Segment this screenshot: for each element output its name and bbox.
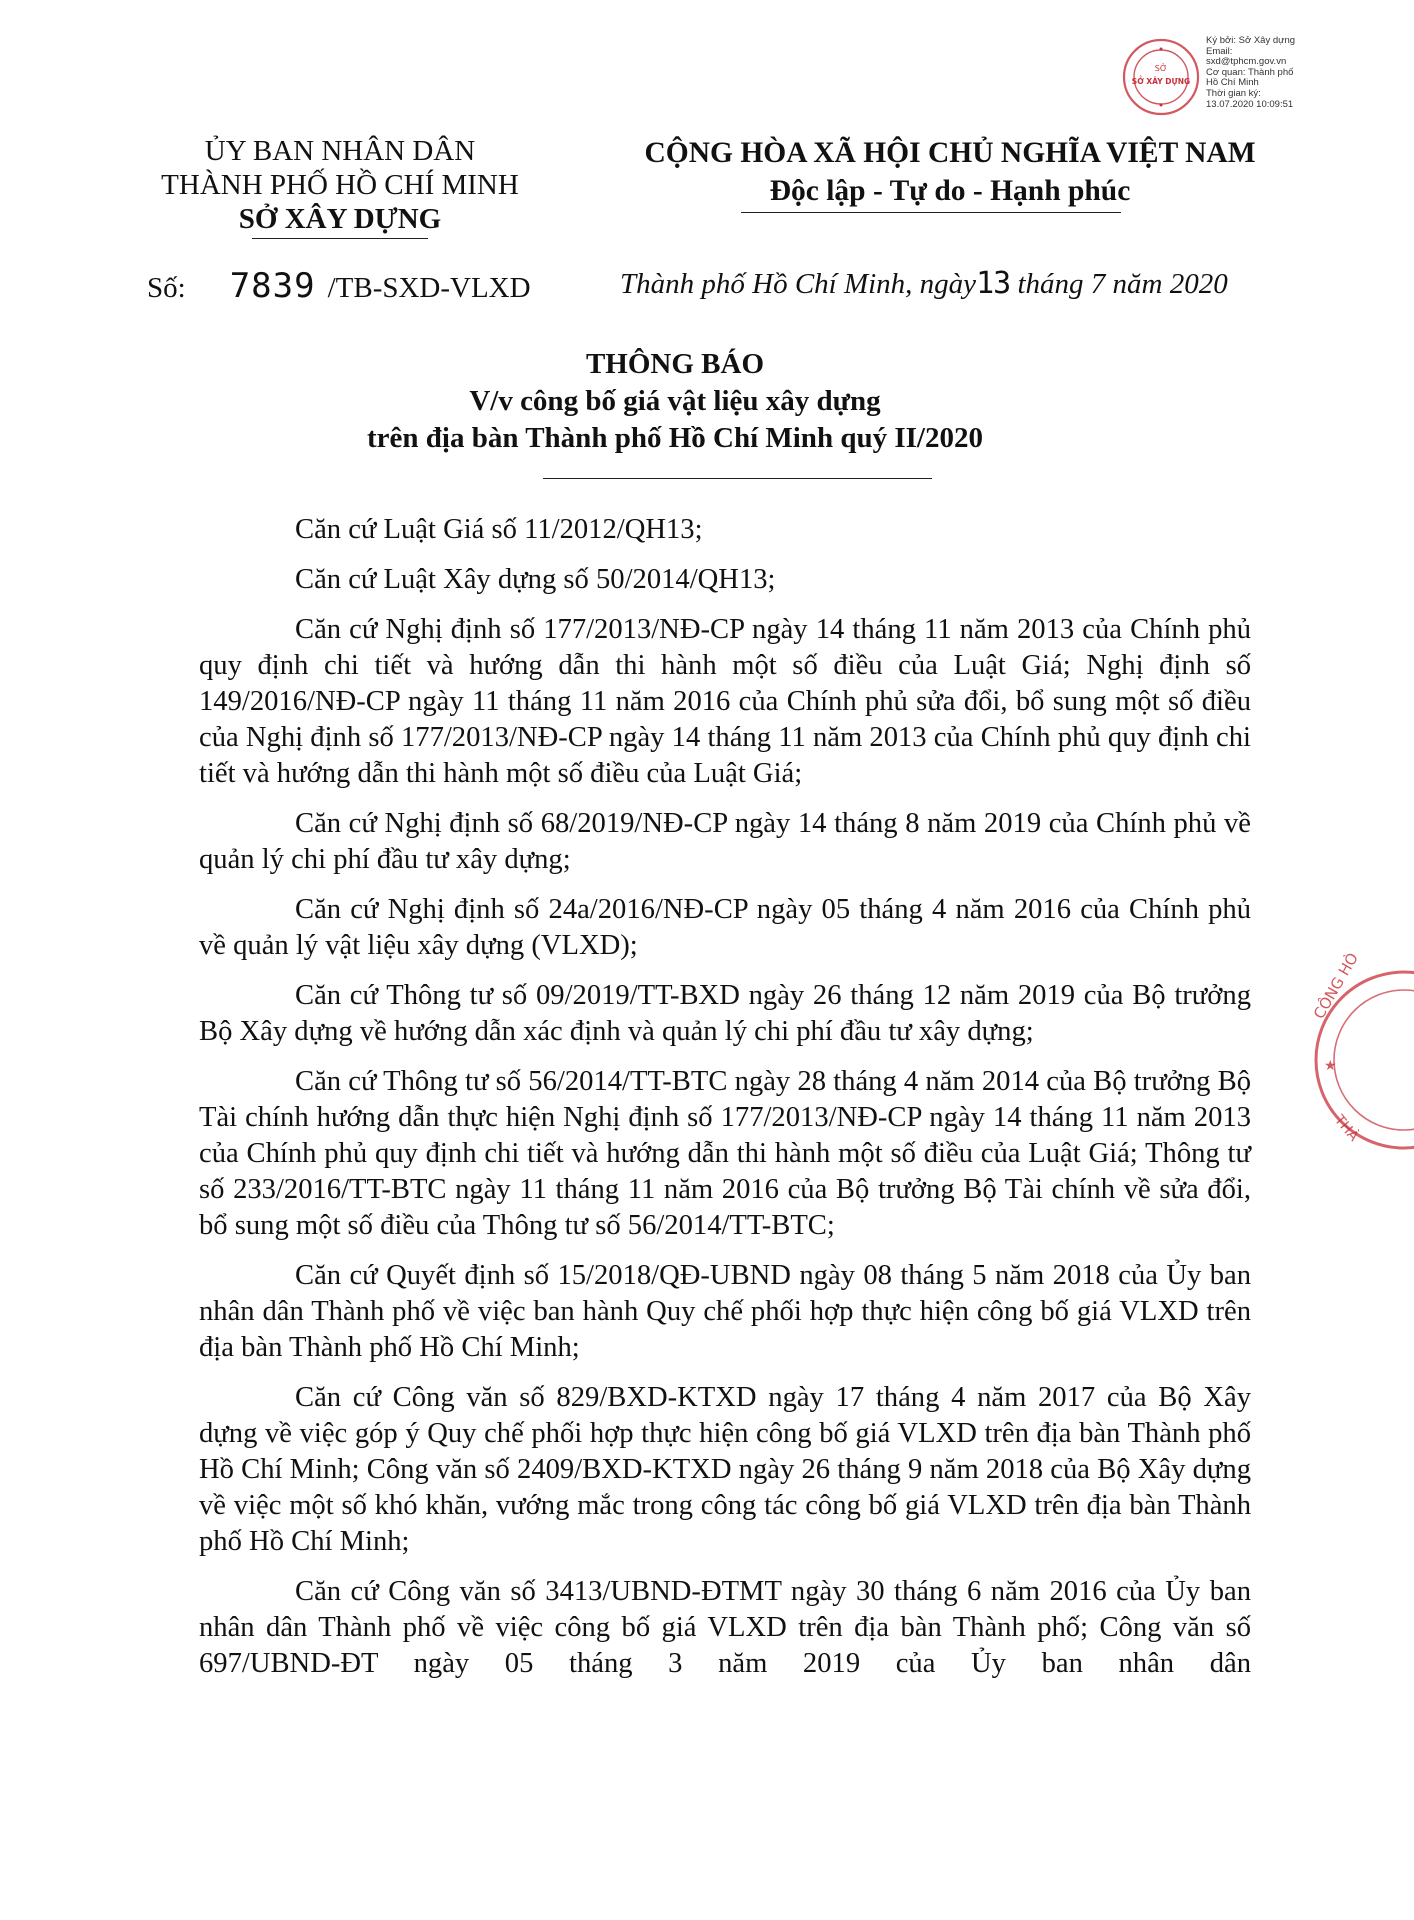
document-title bbox=[100, 346, 1250, 457]
department-name: SỞ XÂY DỰNG bbox=[238, 203, 442, 235]
date-day: 13 bbox=[976, 266, 1011, 301]
legal-basis-paragraph: Căn cứ Nghị định số 24a/2016/NĐ-CP ngày 05 tháng 4 năm 2016 của Chính phủ về quản lý vật liệu xây dựng (VLXD); bbox=[199, 894, 1251, 961]
document-body bbox=[199, 512, 1251, 1696]
document-number bbox=[147, 266, 531, 306]
legal-basis-paragraph: Căn cứ Thông tư số 56/2014/TT-BTC ngày 28 tháng 4 năm 2014 của Bộ trưởng Bộ Tài chính hướng dẫn thực hiện Nghị định số 177/2013/NĐ-CP ngày 14 tháng 11 năm 2013 của Chính phủ quy định chi tiết và hướng dẫn thi hành một số điều của Luật Giá; Thông tư số 233/2016/TT-BTC ngày 11 tháng 11 năm 2016 của Bộ trưởng Bộ Tài chính về sửa đổi, bổ sung một số điều của Thông tư số 56/2014/TT-BTC; bbox=[199, 1066, 1251, 1241]
number-value: 7839 bbox=[229, 266, 316, 306]
edge-seal-label: CÔNG HÒ bbox=[1309, 949, 1362, 1022]
digital-signature-info bbox=[1206, 36, 1344, 110]
issuing-agency bbox=[140, 134, 540, 236]
digital-signature-seal-icon bbox=[1121, 37, 1201, 117]
official-seal-icon bbox=[1294, 949, 1414, 1160]
title-line-3: trên địa bàn Thành phố Hồ Chí Minh quý II/2020 bbox=[367, 422, 983, 454]
svg-text:SỞ: SỞ bbox=[1154, 64, 1168, 73]
signature-line: Ký bởi: Sở Xây dựng bbox=[1206, 35, 1296, 46]
national-motto bbox=[600, 134, 1300, 210]
legal-basis-paragraph: Căn cứ Thông tư số 09/2019/TT-BXD ngày 26 tháng 12 năm 2019 của Bộ trưởng Bộ Xây dựng về hướng dẫn xác định và quản lý chi phí đầu tư xây dựng; bbox=[199, 980, 1251, 1047]
signature-line: Thời gian ký: bbox=[1206, 87, 1261, 99]
edge-seal-label-2: THÀ bbox=[1330, 1112, 1362, 1145]
agency-underline bbox=[252, 238, 428, 239]
agency-line-2: THÀNH PHỐ HỒ CHÍ MINH bbox=[161, 169, 519, 201]
date-month-year: tháng 7 năm 2020 bbox=[1017, 268, 1228, 300]
legal-basis-paragraph: Căn cứ Công văn số 3413/UBND-ĐTMT ngày 30 tháng 6 năm 2016 của Ủy ban nhân dân Thành phố về việc công bố giá VLXD trên địa bàn Thành phố; Công văn số 697/UBND-ĐT ngày 05 tháng 3 năm 2019 của Ủy ban nhân dân bbox=[199, 1576, 1251, 1679]
legal-basis-paragraph: Căn cứ Nghị định số 177/2013/NĐ-CP ngày 14 tháng 11 năm 2013 của Chính phủ quy định chi tiết và hướng dẫn thi hành một số điều của Luật Giá; Nghị định số 149/2016/NĐ-CP ngày 11 tháng 11 năm 2016 của Chính phủ sửa đổi, bổ sung một số điều của Nghị định số 177/2013/NĐ-CP ngày 14 tháng 11 năm 2013 của Chính phủ quy định chi tiết và hướng dẫn thi hành một số điều của Luật Giá; bbox=[199, 614, 1251, 789]
legal-basis-paragraph: Căn cứ Luật Giá số 11/2012/QH13; bbox=[295, 514, 703, 545]
stamp-label: SỞ XÂY DỰNG bbox=[1131, 77, 1191, 86]
signature-line: 13.07.2020 10:09:51 bbox=[1206, 98, 1294, 110]
signature-line: Email: bbox=[1206, 45, 1233, 57]
legal-basis-paragraph: Căn cứ Luật Xây dựng số 50/2014/QH13; bbox=[295, 564, 776, 595]
motto-underline bbox=[741, 212, 1121, 213]
nation-name: CỘNG HÒA XÃ HỘI CHỦ NGHĨA VIỆT NAM bbox=[644, 137, 1256, 169]
title-line-2: V/v công bố giá vật liệu xây dựng bbox=[469, 385, 881, 417]
number-suffix: /TB-SXD-VLXD bbox=[327, 272, 531, 304]
legal-basis-paragraph: Căn cứ Công văn số 829/BXD-KTXD ngày 17 tháng 4 năm 2017 của Bộ Xây dựng về việc góp ý Quy chế phối hợp thực hiện công bố giá VLXD trên địa bàn Thành phố Hồ Chí Minh; Công văn số 2409/BXD-KTXD ngày 26 tháng 9 năm 2018 của Bộ Xây dựng về việc một số khó khăn, vướng mắc trong công tác công bố giá VLXD trên địa bàn Thành phố Hồ Chí Minh; bbox=[199, 1382, 1251, 1557]
signature-line: sxd@tphcm.gov.vn bbox=[1206, 56, 1287, 68]
signature-line: Hồ Chí Minh bbox=[1206, 77, 1259, 89]
signature-line: Cơ quan: Thành phố bbox=[1206, 66, 1294, 78]
legal-basis-paragraph: Căn cứ Quyết định số 15/2018/QĐ-UBND ngày 08 tháng 5 năm 2018 của Ủy ban nhân dân Thành phố về việc ban hành Quy chế phối hợp thực hiện công bố giá VLXD trên địa bàn Thành phố Hồ Chí Minh; bbox=[199, 1260, 1251, 1363]
svg-text:★: ★ bbox=[1324, 1058, 1337, 1074]
place-and-date bbox=[620, 266, 1228, 301]
number-label: Số: bbox=[147, 272, 186, 304]
title-line-1: THÔNG BÁO bbox=[585, 348, 765, 380]
title-underline bbox=[543, 478, 932, 479]
legal-basis-paragraph: Căn cứ Nghị định số 68/2019/NĐ-CP ngày 14 tháng 8 năm 2019 của Chính phủ về quản lý chi phí đầu tư xây dựng; bbox=[199, 808, 1251, 875]
agency-line-1: ỦY BAN NHÂN DÂN bbox=[204, 135, 476, 167]
date-prefix: Thành phố Hồ Chí Minh, ngày bbox=[620, 268, 977, 300]
nation-motto: Độc lập - Tự do - Hạnh phúc bbox=[769, 175, 1131, 207]
